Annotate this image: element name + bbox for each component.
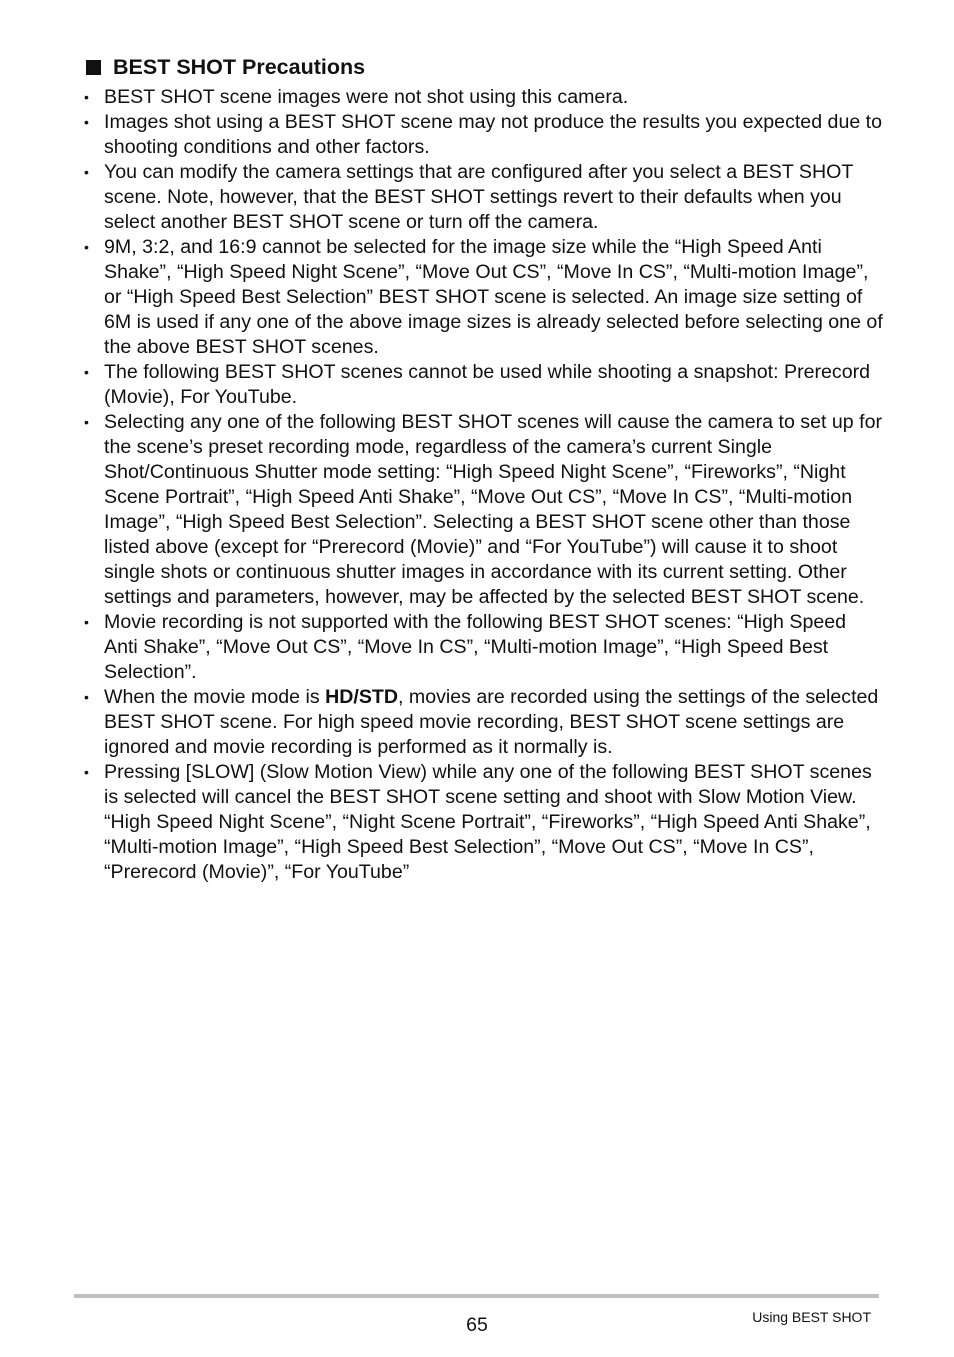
list-item-text: You can modify the camera settings that are configured after you select a BEST SHOT scene. Note, however, that the BEST SHOT settings revert to their defaults when you select another BEST SHOT scene or turn off the camera. xyxy=(104,161,853,233)
list-item xyxy=(84,360,884,410)
footer-section-label: Using BEST SHOT xyxy=(752,1309,871,1325)
page-content xyxy=(84,53,884,885)
page-number: 65 xyxy=(466,1314,488,1336)
section-title: BEST SHOT Precautions xyxy=(113,55,366,79)
list-item-text: The following BEST SHOT scenes cannot be used while shooting a snapshot: Prerecord (Movie), For YouTube. xyxy=(104,361,871,408)
list-item-text: When the movie mode is xyxy=(104,686,326,708)
list-item-text: Pressing [SLOW] (Slow Motion View) while any one of the following BEST SHOT scenes is selected will cancel the BEST SHOT scene setting and shoot with Slow Motion View. xyxy=(104,761,872,808)
list-item-text: 9M, 3:2, and 16:9 cannot be selected for the image size while the “High Speed Anti Shake”, “High Speed Night Scene”, “Move Out CS”, “Move In CS”, “Multi-motion Image”, or “High Speed Best Selection” BEST SHOT scene is selected. An image size setting of 6M is used if any one of the above image sizes is already selected before selecting one of the above BEST SHOT scenes. xyxy=(104,236,883,358)
list-item xyxy=(84,85,884,110)
list-item xyxy=(84,160,884,235)
section-heading xyxy=(84,53,884,81)
list-item xyxy=(84,685,884,760)
list-item xyxy=(84,110,884,160)
movie-mode-value: HD/STD xyxy=(325,686,399,708)
scene-list-text: “High Speed Night Scene”, “Night Scene Portrait”, “Fireworks”, “High Speed Anti Shake”, “Multi-motion Image”, “High Speed Best Selection”, “Move Out CS”, “Move In CS”, “Prerecord (Movie)”, “For YouTube” xyxy=(104,811,871,883)
square-bullet-icon xyxy=(86,60,101,75)
list-item xyxy=(84,610,884,685)
footer-divider xyxy=(74,1294,879,1298)
list-item xyxy=(84,235,884,360)
list-item xyxy=(84,410,884,610)
list-item-text: Movie recording is not supported with the following BEST SHOT scenes: “High Speed Anti Shake”, “Move Out CS”, “Move In CS”, “Multi-motion Image”, “High Speed Best Selection”. xyxy=(104,611,847,683)
list-item-text: Images shot using a BEST SHOT scene may not produce the results you expected due to shooting conditions and other factors. xyxy=(104,111,883,158)
list-item-text: , movies are recorded using the settings of the selected BEST SHOT scene. For high speed movie recording, BEST SHOT scene settings are ignored and movie recording is performed as it normally is. xyxy=(104,686,879,758)
list-item xyxy=(84,760,884,885)
list-item-text: BEST SHOT scene images were not shot using this camera. xyxy=(104,86,629,108)
precautions-list xyxy=(84,85,884,885)
list-item-text: Selecting any one of the following BEST SHOT scenes will cause the camera to set up for the scene’s preset recording mode, regardless of the camera’s current Single Shot/Continuous Shutter mode setting: “High Speed Night Scene”, “Fireworks”, “Night Scene Portrait”, “High Speed Anti Shake”, “Move Out CS”, “Move In CS”, “Multi-motion Image”, “High Speed Best Selection”. Selecting a BEST SHOT scene other than those listed above (except for “Prerecord (Movie)” and “For YouTube”) will cause it to shoot single shots or continuous shutter images in accordance with its current setting. Other settings and parameters, however, may be affected by the selected BEST SHOT scene. xyxy=(104,411,882,608)
